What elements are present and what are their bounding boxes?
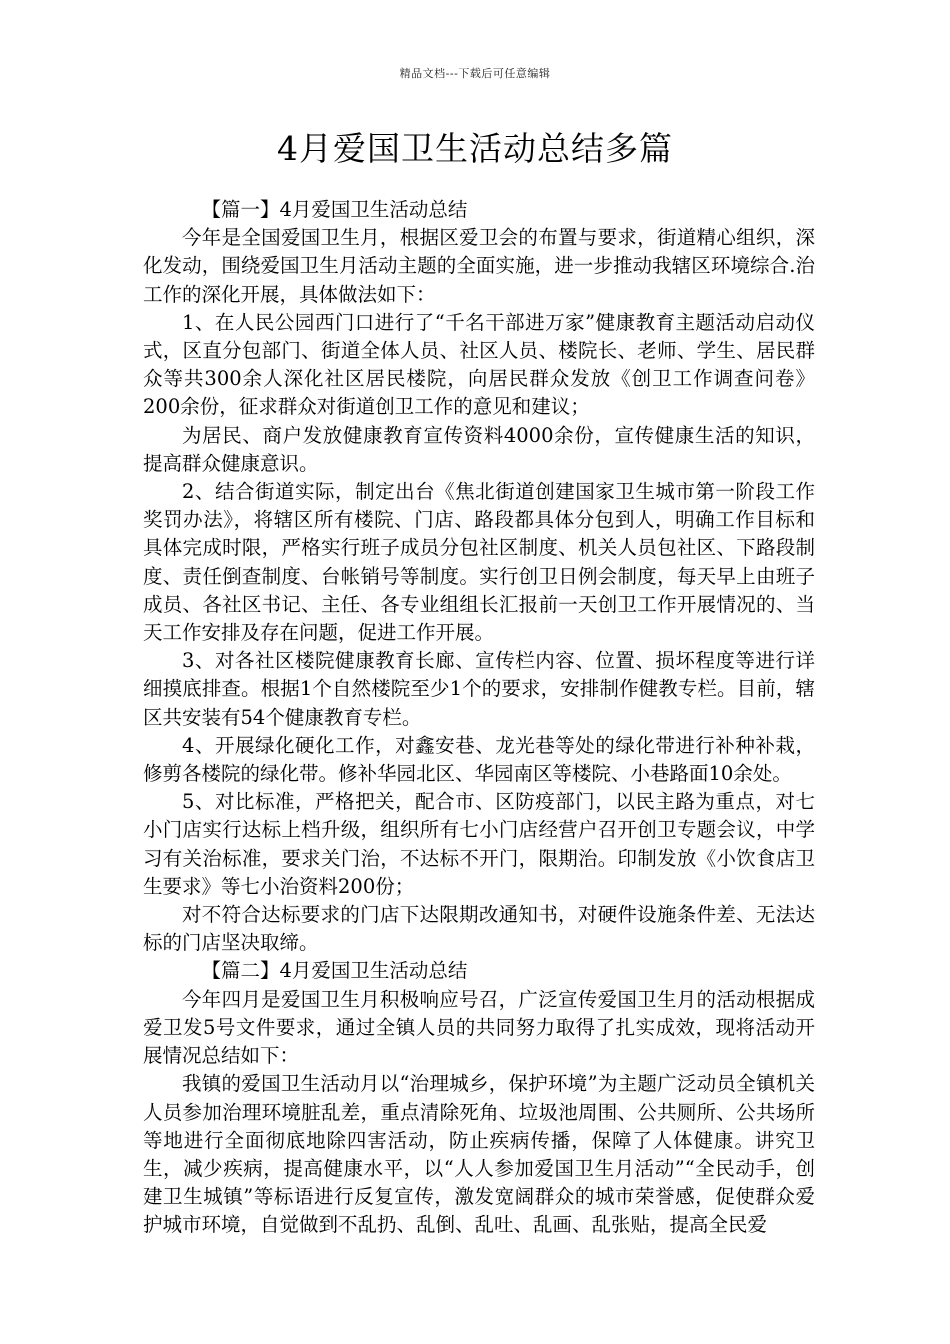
paragraph: 1、在人民公园西门口进行了“千名干部进万家”健康教育主题活动启动仪式，区直分包部门、街道全体人员、社区人员、楼院长、老师、学生、居民群众等共300余人深化社区居民楼院，向居民群众发放《创卫工作调查问卷》200余份，征求群众对街道创卫工作的意见和建议； <box>143 310 815 419</box>
page-header: 精品文档---下载后可任意编辑 <box>399 67 551 80</box>
document-title: 4月爱国卫生活动总结多篇 <box>277 129 673 168</box>
paragraph: 今年四月是爱国卫生月积极响应号召，广泛宣传爱国卫生月的活动根据成爱卫发5号文件要求，通过全镇人员的共同努力取得了扎实成效，现将活动开展情况总结如下： <box>143 987 815 1068</box>
paragraph: 3、对各社区楼院健康教育长廊、宣传栏内容、位置、损坏程度等进行详细摸底排查。根据1个自然楼院至少1个的要求，安排制作健教专栏。目前，辖区共安装有54个健康教育专栏。 <box>143 649 815 729</box>
paragraph: 我镇的爱国卫生活动月以“治理城乡，保护环境”为主题广泛动员全镇机关人员参加治理环境脏乱差，重点清除死角、垃圾池周围、公共厕所、公共场所等地进行全面彻底地除四害活动，防止疾病传播，保障了人体健康。讲究卫生，减少疾病，提高健康水平，以“人人参加爱国卫生月活动”“全民动手，创建卫生城镇”等标语进行反复宣传，激发宽阔群众的城市荣誉感，促使群众爱护城市环境，自觉做到不乱扔、乱倒、乱吐、乱画、乱张贴，提高全民爱 <box>143 1072 815 1237</box>
document-body <box>143 196 815 1240</box>
section-heading-2: 【篇二】4月爱国卫生活动总结 <box>201 959 468 983</box>
paragraph: 今年是全国爱国卫生月，根据区爱卫会的布置与要求，街道精心组织，深化发动，围绕爱国卫生月活动主题的全面实施，进一步推动我辖区环境综合.治工作的深化开展，具体做法如下： <box>143 226 815 306</box>
paragraph: 5、对比标准，严格把关，配合市、区防疫部门，以民主路为重点，对七小门店实行达标上档升级，组织所有七小门店经营户召开创卫专题会议，中学习有关治标准，要求关门治，不达标不开门，限期治。印制发放《小饮食店卫生要求》等七小治资料200份； <box>143 790 815 898</box>
paragraph: 对不符合达标要求的门店下达限期改通知书，对硬件设施条件差、无法达标的门店坚决取缔。 <box>143 903 815 955</box>
section-heading-1: 【篇一】4月爱国卫生活动总结 <box>201 198 468 221</box>
paragraph: 2、结合街道实际，制定出台《焦北街道创建国家卫生城市第一阶段工作奖罚办法》，将辖区所有楼院、门店、路段都具体分包到人，明确工作目标和具体完成时限，严格实行班子成员分包社区制度、机关人员包社区、下路段制度、责任倒查制度、台帐销号等制度。实行创卫日例会制度，每天早上由班子成员、各社区书记、主任、各专业组组长汇报前一天创卫工作开展情况的、当天工作安排及存在问题，促进工作开展。 <box>143 480 815 645</box>
paragraph: 为居民、商户发放健康教育宣传资料4000余份，宣传健康生活的知识，提高群众健康意识。 <box>143 423 815 475</box>
paragraph: 4、开展绿化硬化工作，对鑫安巷、龙光巷等处的绿化带进行补种补栽，修剪各楼院的绿化带。修补华园北区、华园南区等楼院、小巷路面10余处。 <box>143 733 815 786</box>
